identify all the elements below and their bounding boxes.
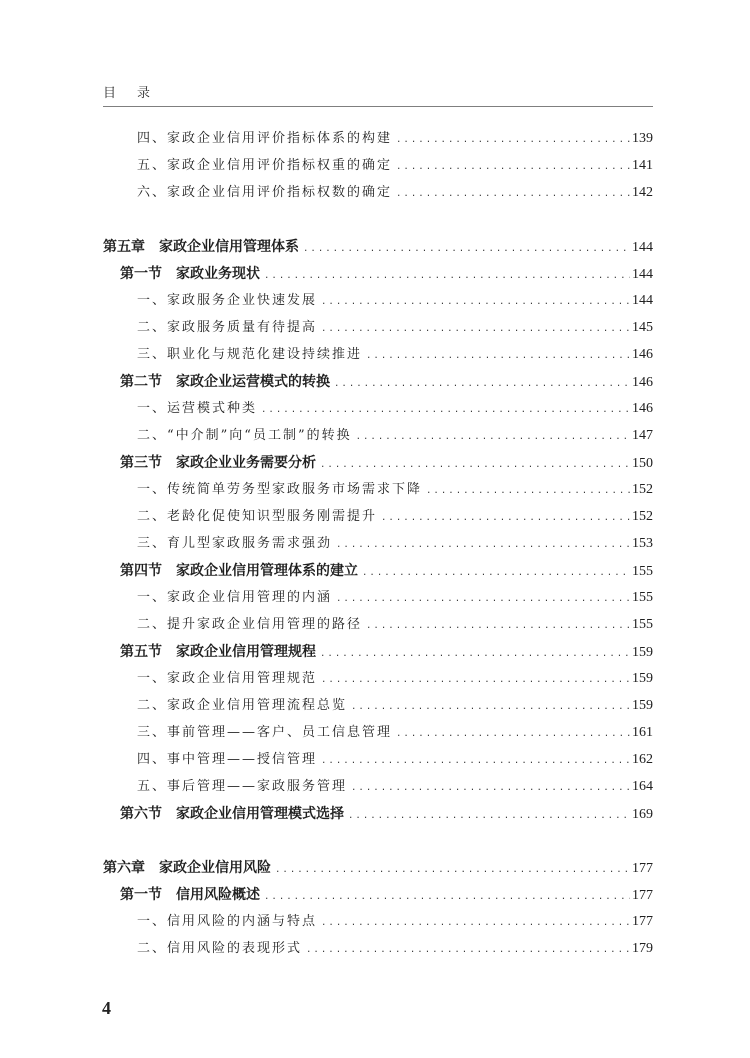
toc-section-entry <box>120 641 653 663</box>
toc-entry-title: 三、职业化与规范化建设持续推进 <box>137 347 363 362</box>
toc-entry-title: 第三节 家政企业业务需要分析 <box>120 455 316 471</box>
toc-entry-page: 159 <box>632 671 653 686</box>
toc-entry-title: 五、家政企业信用评价指标权重的确定 <box>137 158 393 173</box>
toc-item-entry <box>137 128 653 150</box>
toc-chapter-entry <box>103 236 653 258</box>
dot-leader <box>261 399 630 421</box>
dot-leader <box>321 669 630 691</box>
dot-leader <box>320 643 630 665</box>
dot-leader <box>351 777 630 799</box>
dot-leader <box>362 562 630 584</box>
toc-entry-title: 一、运营模式种类 <box>137 401 258 416</box>
toc-item-entry <box>137 317 653 339</box>
toc-entry-title: 二、信用风险的表现形式 <box>137 941 303 956</box>
toc-chapter-entry <box>103 857 653 879</box>
toc-entry-title: 第六章 家政企业信用风险 <box>103 860 271 876</box>
toc-item-entry <box>137 695 653 717</box>
dot-leader <box>321 912 630 934</box>
toc-item-entry <box>137 668 653 690</box>
toc-entry-page: 177 <box>632 888 653 903</box>
toc-entry-title: 三、育儿型家政服务需求强劲 <box>137 536 333 551</box>
dot-leader <box>264 886 630 908</box>
toc-entry-title: 二、家政企业信用管理流程总览 <box>137 698 348 713</box>
toc-item-entry <box>137 722 653 744</box>
toc-entry-page: 146 <box>632 375 653 390</box>
toc-item-entry <box>137 506 653 528</box>
toc-entry-page: 159 <box>632 645 653 660</box>
toc-item-entry <box>137 776 653 798</box>
toc-entry-page: 144 <box>632 240 653 255</box>
toc-entry-page: 152 <box>632 482 653 497</box>
toc-entry-title: 一、家政服务企业快速发展 <box>137 293 318 308</box>
toc-entry-title: 一、家政企业信用管理的内涵 <box>137 590 333 605</box>
toc-entry-page: 144 <box>632 267 653 282</box>
toc-section-entry <box>120 560 653 582</box>
toc-entry-page: 141 <box>632 158 653 173</box>
toc-entry-title: 六、家政企业信用评价指标权数的确定 <box>137 185 393 200</box>
header-title: 目录 <box>103 86 172 101</box>
dot-leader <box>321 750 630 772</box>
toc-section-entry <box>120 884 653 906</box>
dot-leader <box>396 723 630 745</box>
toc-entry-title: 第六节 家政企业信用管理模式选择 <box>120 806 344 822</box>
toc-entry-title: 四、事中管理——授信管理 <box>137 752 318 767</box>
toc-entry-title: 一、传统简单劳务型家政服务市场需求下降 <box>137 482 423 497</box>
toc-entry-title: 第五章 家政企业信用管理体系 <box>103 239 299 255</box>
dot-leader <box>320 454 630 476</box>
toc-entry-title: 一、信用风险的内涵与特点 <box>137 914 318 929</box>
dot-leader <box>321 291 630 313</box>
toc-entry-page: 146 <box>632 401 653 416</box>
toc-entry-title: 第一节 信用风险概述 <box>120 887 260 903</box>
toc-entry-title: 二、老龄化促使知识型服务刚需提升 <box>137 509 378 524</box>
dot-leader <box>351 696 630 718</box>
toc-entry-title: 第一节 家政业务现状 <box>120 266 260 282</box>
toc-item-entry <box>137 290 653 312</box>
toc-item-entry <box>137 155 653 177</box>
dot-leader <box>321 318 630 340</box>
dot-leader <box>396 129 630 151</box>
dot-leader <box>356 426 630 448</box>
toc-entry-page: 164 <box>632 779 653 794</box>
toc-entry-page: 152 <box>632 509 653 524</box>
toc-entry-page: 155 <box>632 590 653 605</box>
dot-leader <box>348 805 630 827</box>
toc-entry-page: 153 <box>632 536 653 551</box>
dot-leader <box>396 156 630 178</box>
dot-leader <box>303 238 630 260</box>
toc-entry-page: 161 <box>632 725 653 740</box>
toc-item-entry <box>137 938 653 960</box>
toc-entry-page: 179 <box>632 941 653 956</box>
toc-item-entry <box>137 533 653 555</box>
dot-leader <box>366 615 630 637</box>
toc-entry-page: 144 <box>632 293 653 308</box>
dot-leader <box>426 480 630 502</box>
toc-entry-page: 162 <box>632 752 653 767</box>
toc-entry-title: 第二节 家政企业运营模式的转换 <box>120 374 330 390</box>
toc-entry-title: 第四节 家政企业信用管理体系的建立 <box>120 563 358 579</box>
toc-entry-title: 四、家政企业信用评价指标体系的构建 <box>137 131 393 146</box>
toc-section-entry <box>120 371 653 393</box>
dot-leader <box>306 939 630 961</box>
toc-entry-page: 146 <box>632 347 653 362</box>
dot-leader <box>381 507 630 529</box>
toc-entry-page: 155 <box>632 564 653 579</box>
toc-item-entry <box>137 425 653 447</box>
dot-leader <box>336 534 630 556</box>
toc-item-entry <box>137 398 653 420</box>
toc-section-entry <box>120 803 653 825</box>
toc-item-entry <box>137 911 653 933</box>
toc-entry-title: 二、提升家政企业信用管理的路径 <box>137 617 363 632</box>
dot-leader <box>366 345 630 367</box>
toc-entry-page: 177 <box>632 861 653 876</box>
dot-leader <box>336 588 630 610</box>
toc-entry-title: 五、事后管理——家政服务管理 <box>137 779 348 794</box>
toc-entry-page: 142 <box>632 185 653 200</box>
toc-item-entry <box>137 344 653 366</box>
toc-entry-title: 二、“中介制”向“员工制”的转换 <box>137 428 352 443</box>
running-header <box>103 82 653 107</box>
toc-entry-title: 一、家政企业信用管理规范 <box>137 671 318 686</box>
toc-item-entry <box>137 182 653 204</box>
toc-entry-title: 三、事前管理——客户、员工信息管理 <box>137 725 393 740</box>
toc-item-entry <box>137 749 653 771</box>
toc-entry-page: 150 <box>632 456 653 471</box>
toc-entry-page: 155 <box>632 617 653 632</box>
toc-entry-page: 169 <box>632 807 653 822</box>
dot-leader <box>334 373 630 395</box>
toc-entry-page: 145 <box>632 320 653 335</box>
page-number: 4 <box>102 998 111 1018</box>
dot-leader <box>275 859 630 881</box>
toc-entry-page: 139 <box>632 131 653 146</box>
toc-entry-page: 159 <box>632 698 653 713</box>
toc-entry-title: 第五节 家政企业信用管理规程 <box>120 644 316 660</box>
dot-leader <box>396 183 630 205</box>
toc-section-entry <box>120 452 653 474</box>
toc-item-entry <box>137 587 653 609</box>
toc-entry-page: 177 <box>632 914 653 929</box>
toc-entry-title: 二、家政服务质量有待提高 <box>137 320 318 335</box>
toc-item-entry <box>137 479 653 501</box>
dot-leader <box>264 265 630 287</box>
toc-section-entry <box>120 263 653 285</box>
toc-item-entry <box>137 614 653 636</box>
toc-entry-page: 147 <box>632 428 653 443</box>
